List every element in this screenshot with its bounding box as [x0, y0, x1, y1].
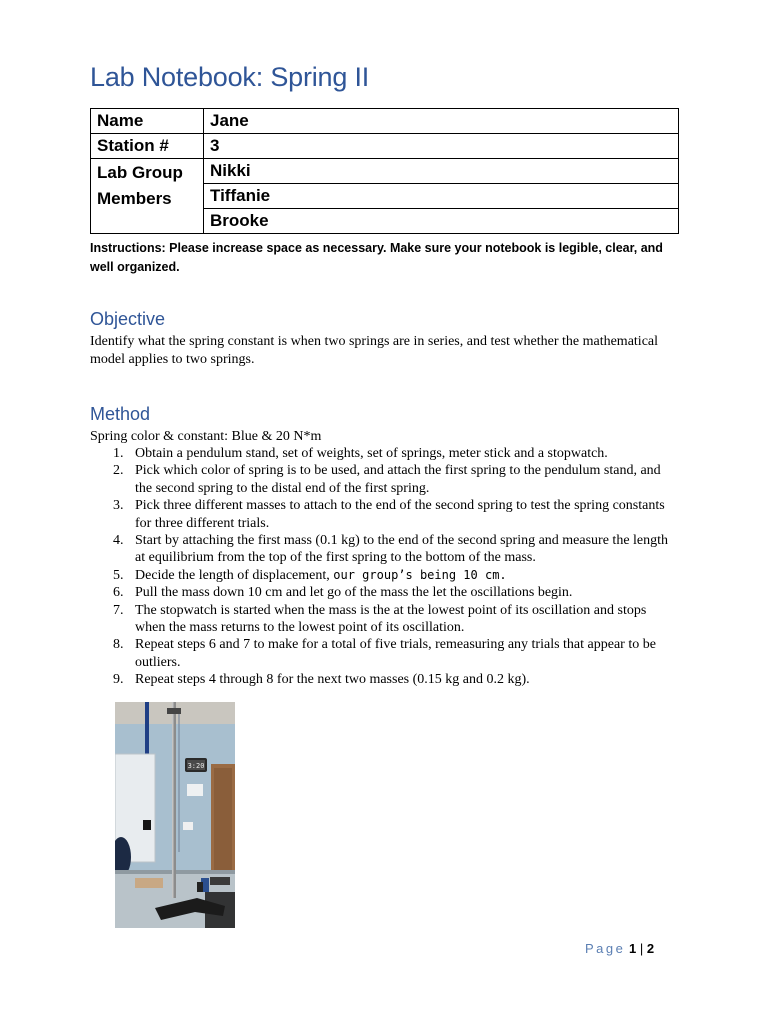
members-label — [91, 159, 204, 234]
lab-setup-photo — [115, 702, 235, 928]
station-label: Station # — [91, 134, 204, 159]
step-text: Pick three different masses to attach to the end of the second spring to test the spring constants for three different trials. — [135, 498, 665, 531]
page-separator: | — [639, 941, 644, 956]
step-text: Repeat steps 4 through 8 for the next two masses (0.15 kg and 0.2 kg). — [135, 672, 530, 688]
list-item — [90, 462, 680, 497]
member-3: Brooke — [204, 209, 679, 234]
step-number: 6. — [113, 585, 124, 601]
step-number: 7. — [113, 602, 124, 618]
step-number: 2. — [113, 463, 124, 479]
clock-readout: 3:20 — [187, 762, 205, 770]
objective-heading: Objective — [90, 309, 166, 329]
info-table — [90, 108, 679, 234]
name-value: Jane — [204, 109, 679, 134]
step-number: 8. — [113, 637, 124, 653]
members-label-line2: Members — [97, 189, 172, 208]
instructions-text: Instructions: Please increase space as necessary. Make sure your notebook is legible, clear, and well organized. — [90, 241, 663, 274]
name-label: Name — [91, 109, 204, 134]
step-number: 4. — [113, 533, 124, 549]
page-word: Page — [585, 941, 626, 956]
list-item — [90, 567, 680, 584]
step-text: Decide the length of displacement, — [135, 567, 334, 583]
page-footer — [585, 941, 654, 956]
member-1: Nikki — [204, 159, 679, 184]
step-text: The stopwatch is started when the mass is the at the lowest point of its oscillation and stops when the mass returns to the lowest point of its oscillation. — [135, 602, 647, 636]
method-heading: Method — [90, 404, 151, 424]
method-steps-list — [90, 445, 680, 689]
objective-text: Identify what the spring constant is when two springs are in series, and test whether the mathematical model applies to two springs. — [90, 334, 659, 367]
list-item — [90, 584, 680, 601]
step-number: 1. — [113, 446, 124, 461]
page-total: 2 — [646, 941, 655, 956]
step-text: Start by attaching the first mass (0.1 kg) to the end of the second spring and measure the length at equilibrium from the top of the first spring to the bottom of the mass. — [135, 533, 669, 566]
step-text: Repeat steps 6 and 7 to make for a total of five trials, remeasuring any trials that appear to be outliers. — [135, 637, 656, 670]
list-item — [90, 602, 680, 637]
list-item — [90, 671, 680, 688]
list-item — [90, 445, 680, 462]
page-number: 1 — [629, 941, 637, 956]
list-item — [90, 532, 680, 567]
member-2: Tiffanie — [204, 184, 679, 209]
page-title: Lab Notebook: Spring II — [90, 62, 370, 92]
step-text: Pull the mass down 10 cm and let go of the mass the let the oscillations begin. — [135, 585, 573, 601]
step-text-typed: our group’s being 10 cm. — [333, 567, 507, 582]
table-row — [91, 109, 679, 134]
list-item — [90, 497, 680, 532]
step-text: Pick which color of spring is to be used, and attach the first spring to the pendulum stand, and the second spring to the distal end of the first spring. — [135, 463, 661, 496]
spring-info-line: Spring color & constant: Blue & 20 N*m — [90, 429, 322, 444]
step-number: 5. — [113, 567, 124, 583]
table-row — [91, 159, 679, 184]
station-value: 3 — [204, 134, 679, 159]
step-number: 9. — [113, 672, 124, 688]
members-label-line1: Lab Group — [97, 163, 183, 182]
table-row — [91, 134, 679, 159]
list-item — [90, 636, 680, 671]
step-text: Obtain a pendulum stand, set of weights, set of springs, meter stick and a stopwatch. — [135, 446, 608, 461]
step-number: 3. — [113, 498, 124, 514]
